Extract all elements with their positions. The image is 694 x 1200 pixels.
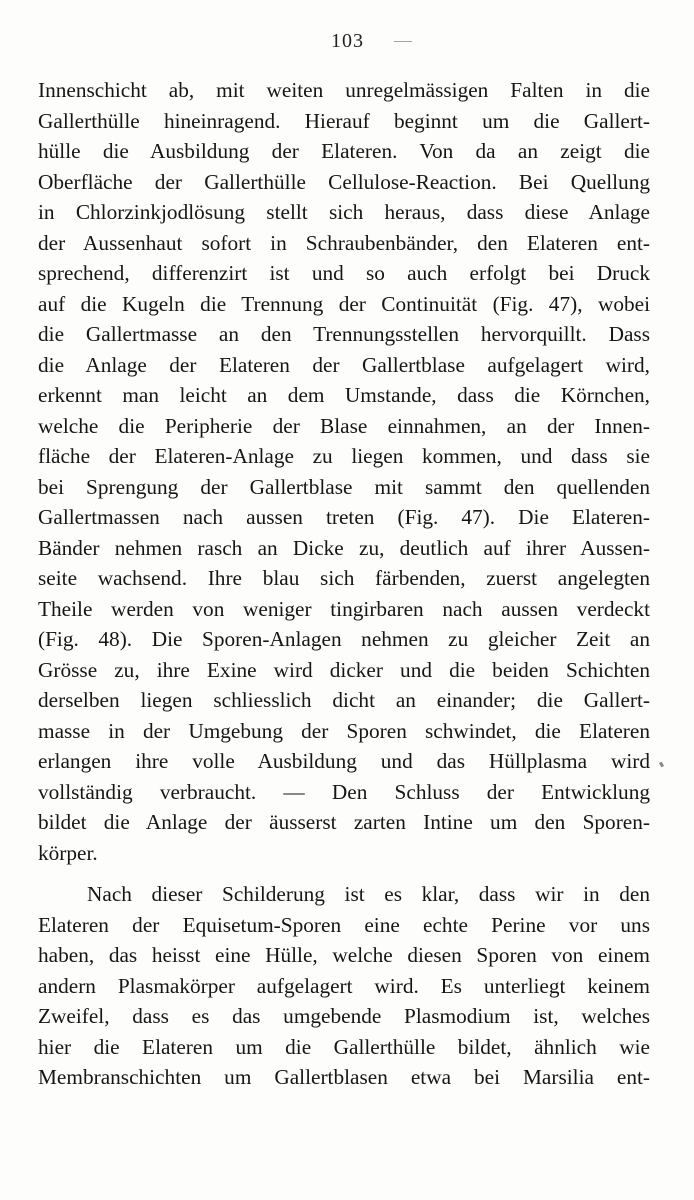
paragraph-gap (38, 868, 650, 879)
text-line: der Aussenhaut sofort in Schraubenbänder, den Elateren ent- (38, 230, 650, 255)
text-line: die Gallertmasse an den Trennungsstellen hervorquillt. Dass (38, 322, 650, 346)
text-line: bildet die Anlage der äusserst zarten Intine um den Sporen- (38, 810, 650, 834)
text-line: Nach dieser Schilderung ist es klar, dass wir in den (87, 882, 650, 906)
text-line: haben, das heisst eine Hülle, welche diesen Sporen von einem (38, 943, 650, 967)
text-line: vollständig verbraucht. — Den Schluss der Entwicklung (38, 779, 650, 804)
text-line: die Anlage der Elateren der Gallertblase aufgelagert wird, (38, 352, 650, 377)
text-line: erkennt man leicht an dem Umstande, dass die Körnchen, (38, 383, 650, 407)
text-line: andern Plasmakörper aufgelagert wird. Es unterliegt keinem (38, 973, 650, 998)
text-line: Bänder nehmen rasch an Dicke zu, deutlich auf ihrer Aussen- (38, 535, 650, 560)
text-line: hülle die Ausbildung der Elateren. Von da an zeigt die (38, 139, 650, 163)
page-header (0, 30, 694, 60)
header-dash: — (394, 30, 412, 50)
text-line: auf die Kugeln die Trennung der Continuität (Fig. 47), wobei (38, 291, 650, 316)
text-line: in Chlorzinkjodlösung stellt sich heraus, dass diese Anlage (38, 200, 650, 224)
page-number: 103 (331, 30, 364, 52)
text-line: Elateren der Equisetum-Sporen eine echte Perine vor uns (38, 912, 650, 937)
text-line: hier die Elateren um die Gallerthülle bildet, ähnlich wie (38, 1034, 650, 1059)
text-line: körper. (38, 840, 98, 865)
text-line: Innenschicht ab, mit weiten unregelmässigen Falten in die (38, 78, 650, 102)
text-line: Theile werden von weniger tingirbaren nach aussen verdeckt (38, 596, 650, 621)
body-text (38, 75, 650, 1093)
text-line: Grösse zu, ihre Exine wird dicker und die beiden Schichten (38, 657, 650, 682)
text-line: sprechend, differenzirt ist und so auch erfolgt bei Druck (38, 261, 650, 285)
text-line: Gallerthülle hineinragend. Hierauf beginnt um die Gallert- (38, 108, 650, 133)
text-line: (Fig. 48). Die Sporen-Anlagen nehmen zu gleicher Zeit an (38, 627, 650, 651)
text-line: welche die Peripherie der Blase einnahmen, an der Innen- (38, 413, 650, 438)
text-line: masse in der Umgebung der Sporen schwindet, die Elateren (38, 718, 650, 743)
paragraph (38, 879, 650, 1093)
text-line: seite wachsend. Ihre blau sich färbenden, zuerst angelegten (38, 566, 650, 590)
text-line: bei Sprengung der Gallertblase mit sammt den quellenden (38, 474, 650, 499)
paragraph (38, 75, 650, 868)
text-line: Gallertmassen nach aussen treten (Fig. 47). Die Elateren- (38, 505, 650, 529)
text-line: derselben liegen schliesslich dicht an einander; die Gallert- (38, 688, 650, 712)
text-line: fläche der Elateren-Anlage zu liegen kommen, und dass sie (38, 444, 650, 468)
text-line: erlangen ihre volle Ausbildung und das Hüllplasma wird (38, 749, 650, 773)
text-line: Zweifel, dass es das umgebende Plasmodium ist, welches (38, 1004, 650, 1028)
print-speck (659, 762, 664, 768)
text-line: Oberfläche der Gallerthülle Cellulose-Reaction. Bei Quellung (38, 169, 650, 194)
text-line: Membranschichten um Gallertblasen etwa bei Marsilia ent- (38, 1065, 650, 1089)
